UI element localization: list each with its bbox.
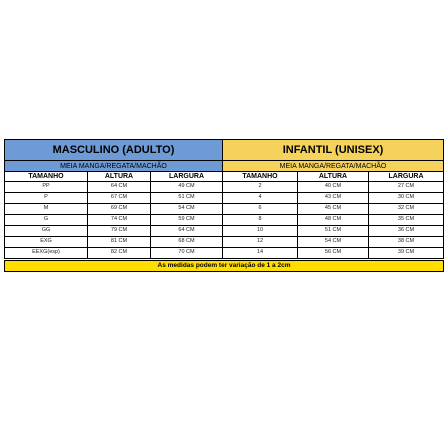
infantil-tamanho-cell: 2 xyxy=(223,182,298,193)
infantil-tamanho-cell: 12 xyxy=(223,237,298,248)
infantil-altura-cell: 48 CM xyxy=(298,215,369,226)
masculino-largura-cell: 49 CM xyxy=(151,182,223,193)
masculino-altura-cell: 74 CM xyxy=(88,215,151,226)
size-chart-table xyxy=(4,139,444,272)
infantil-col-altura: ALTURA xyxy=(298,172,369,182)
infantil-altura-cell: 54 CM xyxy=(298,237,369,248)
masculino-largura-cell: 54 CM xyxy=(151,204,223,215)
infantil-largura-cell: 32 CM xyxy=(369,204,444,215)
infantil-altura-cell: 45 CM xyxy=(298,204,369,215)
masculino-altura-cell: 69 CM xyxy=(88,204,151,215)
masculino-altura-cell: 67 CM xyxy=(88,193,151,204)
infantil-altura-cell: 56 CM xyxy=(298,248,369,259)
infantil-subtitle: MEIA MANGA/REGATA/MACHÃO xyxy=(223,161,444,172)
size-rows xyxy=(5,182,444,259)
masculino-altura-cell: 82 CM xyxy=(88,248,151,259)
masculino-largura-cell: 59 CM xyxy=(151,215,223,226)
infantil-title: INFANTIL (UNISEX) xyxy=(223,140,444,161)
table-row xyxy=(5,226,444,237)
table-row xyxy=(5,215,444,226)
table-row xyxy=(5,237,444,248)
masculino-tamanho-cell: GG xyxy=(5,226,88,237)
table-row xyxy=(5,182,444,193)
masculino-tamanho-cell: M xyxy=(5,204,88,215)
masculino-col-largura: LARGURA xyxy=(151,172,223,182)
infantil-largura-cell: 39 CM xyxy=(369,248,444,259)
infantil-altura-cell: 43 CM xyxy=(298,193,369,204)
table-row xyxy=(5,204,444,215)
masculino-altura-cell: 81 CM xyxy=(88,237,151,248)
infantil-altura-cell: 40 CM xyxy=(298,182,369,193)
infantil-largura-cell: 38 CM xyxy=(369,237,444,248)
masculino-tamanho-cell: P xyxy=(5,193,88,204)
masculino-largura-cell: 51 CM xyxy=(151,193,223,204)
table-row xyxy=(5,193,444,204)
infantil-largura-cell: 30 CM xyxy=(369,193,444,204)
infantil-tamanho-cell: 6 xyxy=(223,204,298,215)
infantil-tamanho-cell: 14 xyxy=(223,248,298,259)
masculino-tamanho-cell: PP xyxy=(5,182,88,193)
infantil-tamanho-cell: 4 xyxy=(223,193,298,204)
masculino-tamanho-cell: G xyxy=(5,215,88,226)
infantil-altura-cell: 51 CM xyxy=(298,226,369,237)
masculino-altura-cell: 64 CM xyxy=(88,182,151,193)
measurement-note: As medidas podem ter variação de 1 a 2cm xyxy=(5,261,444,272)
masculino-subtitle: MEIA MANGA/REGATA/MACHÃO xyxy=(5,161,223,172)
masculino-tamanho-cell: EXG xyxy=(5,237,88,248)
masculino-altura-cell: 79 CM xyxy=(88,226,151,237)
infantil-tamanho-cell: 8 xyxy=(223,215,298,226)
masculino-title: MASCULINO (ADULTO) xyxy=(5,140,223,161)
masculino-col-altura: ALTURA xyxy=(88,172,151,182)
infantil-largura-cell: 27 CM xyxy=(369,182,444,193)
masculino-tamanho-cell: EEXG(esp) xyxy=(5,248,88,259)
masculino-largura-cell: 70 CM xyxy=(151,248,223,259)
infantil-col-largura: LARGURA xyxy=(369,172,444,182)
infantil-tamanho-cell: 10 xyxy=(223,226,298,237)
masculino-largura-cell: 64 CM xyxy=(151,226,223,237)
infantil-largura-cell: 35 CM xyxy=(369,215,444,226)
table-row xyxy=(5,248,444,259)
infantil-largura-cell: 36 CM xyxy=(369,226,444,237)
masculino-largura-cell: 68 CM xyxy=(151,237,223,248)
infantil-col-tamanho: TAMANHO xyxy=(223,172,298,182)
masculino-col-tamanho: TAMANHO xyxy=(5,172,88,182)
